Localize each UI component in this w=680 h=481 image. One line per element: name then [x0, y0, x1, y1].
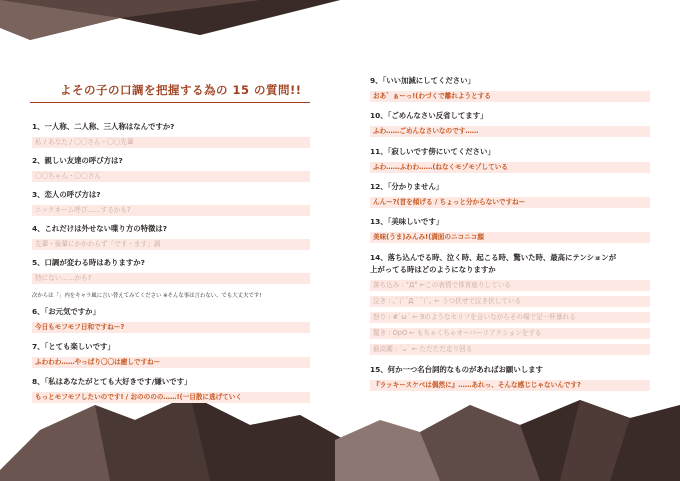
answer-14-surprised: 驚き : OpO ← もちゃくちゃオーバーリアクションをする — [370, 328, 650, 339]
question-4: 4、これだけは外せない喋り方の特徴は? — [32, 224, 168, 233]
answer-13: 美味(うま)みんみ!(満面のニコニコ顔 — [370, 232, 650, 243]
answer-4: 先輩・後輩にかかわらず「です・ます」調 — [32, 239, 310, 250]
question-14-line-1: 14、落ち込んでる時、泣く時、起こる時、驚いた時、最高にテンションが — [370, 253, 617, 262]
question-14-line-2: 上がってる時はどのようになりますか — [370, 265, 496, 274]
answer-8: もっとモフモフしたいのです! / おのののの……!(一目散に逃げていく — [32, 392, 310, 403]
question-11: 11、「寂しいです傍にいてください」 — [370, 147, 495, 156]
question-15: 15、何か一つ名台詞的なものがあればお願いします — [370, 365, 543, 374]
answer-14-down: 落ち込み : °Д° ←この表情で体育座りしている — [370, 280, 650, 291]
question-7: 7、「とても楽しいです」 — [32, 342, 115, 351]
answer-14-cry: 泣き : ｡ﾟ(ﾟ´Д｀ﾟ)ﾟ｡ ← うつ伏せで泣き伏している — [370, 296, 650, 307]
question-6: 6、「お元気ですか」 — [32, 307, 100, 316]
answer-11: ふわ……ふわわ……(ねなくモゾモゾしている — [370, 162, 650, 173]
answer-12: んんー?(首を傾げる / ちょっと分からないですねー — [370, 197, 650, 208]
question-9: 9、「いい加減にしてください」 — [370, 76, 475, 85]
question-12: 12、「分かりません」 — [370, 182, 444, 191]
question-1: 1、一人称、二人称、三人称はなんですか? — [32, 122, 175, 131]
answer-6: 今日もモフモフ日和ですねー? — [32, 322, 310, 333]
question-13: 13、「美味しいです」 — [370, 217, 444, 226]
answer-10: ふわ……ごめんなさいなのです…… — [370, 126, 650, 137]
page-title: よその子の口調を把握する為の 15 の質問!! — [60, 83, 302, 97]
question-2: 2、親しい友達の呼び方は? — [32, 156, 123, 165]
question-8: 8、「私はあなたがとても大好きです/嫌いです」 — [32, 377, 192, 386]
answer-1: 私 / あなた / 〇〇さん・〇〇先輩 — [32, 137, 310, 148]
question-5: 5、口調が変わる時はありますか? — [32, 258, 145, 267]
answer-14-excited: 最高潮 : ˙ᴗ˙ ← ただただ走り回る — [370, 344, 650, 355]
answer-3: ニックネーム呼び……するかも? — [32, 205, 310, 216]
answer-15: 『ラッキースケベは偶然に』……あれっ、そんな感じじゃないんです? — [370, 380, 650, 391]
answer-2: 〇〇ちゃん・〇〇さん — [32, 171, 310, 182]
answer-14-angry: 怒り : #`ω´ ← 9のようなセリフを言いながらその場で足一杯暴れる — [370, 312, 650, 323]
title-underline — [30, 102, 310, 103]
question-3: 3、恋人の呼び方は? — [32, 190, 101, 199]
instruction-note: 次からは「」内をキャラ風に言い替えてみてください ※そんな事は言わない、でも大丈夫です! — [32, 293, 262, 299]
answer-9: おあ゛ぁーっ!(わづくで離れようとする — [370, 91, 650, 102]
answer-5: 特にない……かも? — [32, 273, 310, 284]
question-10: 10、「ごめんなさい反省してます」 — [370, 111, 488, 120]
answer-7: ふわわわ……やっぱり〇〇は癒しですねー — [32, 357, 310, 368]
